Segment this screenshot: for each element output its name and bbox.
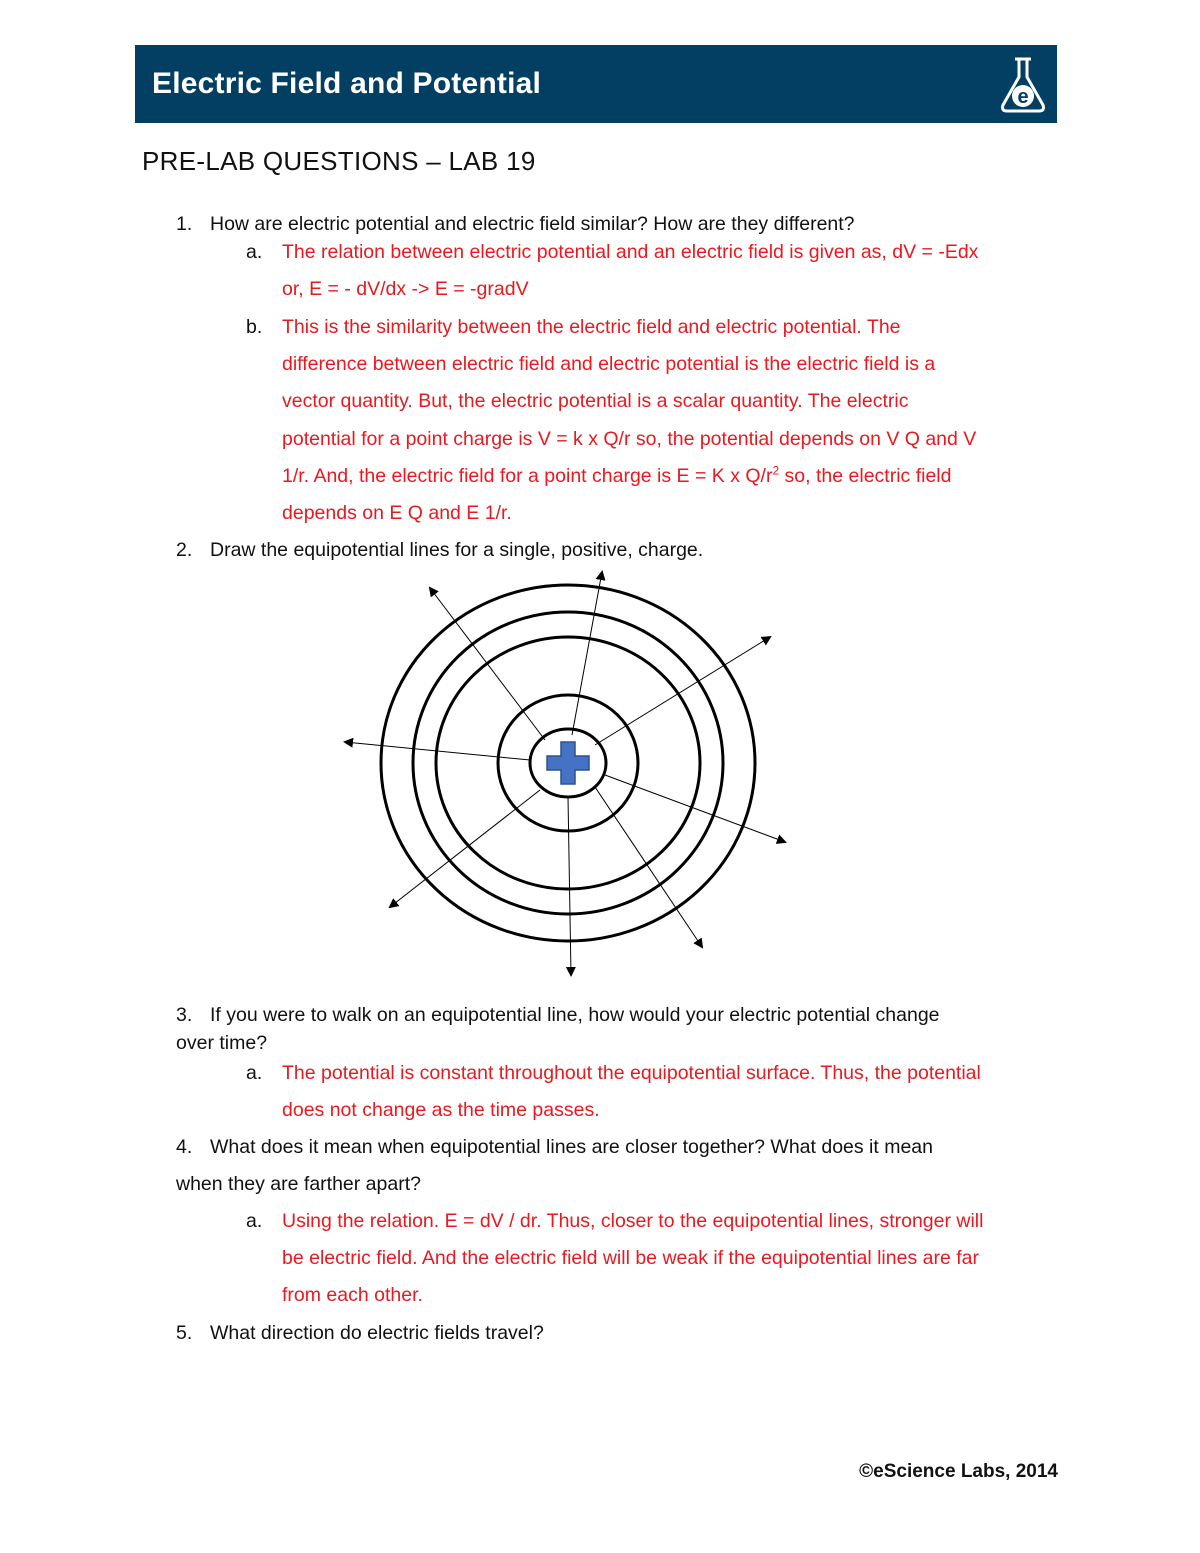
answer-1a-line-1: a. The relation between electric potential and an electric field is given as, dV = -Edx: [246, 241, 979, 263]
copyright-footer: ©eScience Labs, 2014: [859, 1461, 1058, 1482]
answer-3a-line-2: does not change as the time passes.: [282, 1099, 600, 1121]
answer-1b-line-6: depends on E Q and E 1/r.: [282, 502, 512, 524]
answer-1b-line-1: b. This is the similarity between the electric field and electric potential. The: [246, 316, 901, 338]
flask-e-logo-icon: [995, 53, 1051, 115]
question-3-line-1: 3. If you were to walk on an equipotential line, how would your electric potential change: [176, 1004, 940, 1026]
field-line-down-left: [390, 790, 540, 907]
answer-4a-line-3: from each other.: [282, 1284, 423, 1306]
answer-4a-line-1: a. Using the relation. E = dV / dr. Thus, closer to the equipotential lines, stronger will: [246, 1210, 984, 1232]
section-heading: PRE-LAB QUESTIONS – LAB 19: [142, 146, 536, 176]
question-number: 1.: [176, 213, 193, 235]
answer-1b-line-2: difference between electric field and electric potential is the electric field is a: [282, 353, 936, 375]
field-line-up: [572, 572, 602, 735]
question-4-line-1: 4. What does it mean when equipotential lines are closer together? What does it mean: [176, 1136, 933, 1158]
answer-1a-line-2: or, E = - dV/dx -> E = -gradV: [282, 278, 529, 300]
question-3-line-2: over time?: [176, 1032, 268, 1054]
field-line-up-right: [595, 637, 770, 745]
answer-1b-line-4: potential for a point charge is V = k x Q/r so, the potential depends on V Q and V: [282, 428, 977, 450]
question-1: [176, 212, 855, 236]
svg-text:e: e: [1017, 86, 1029, 108]
question-2: 2. Draw the equipotential lines for a single, positive, charge.: [176, 539, 704, 561]
question-4-line-2: when they are farther apart?: [176, 1173, 421, 1195]
field-line-down: [568, 797, 571, 975]
question-5: 5. What direction do electric fields travel?: [176, 1322, 544, 1344]
equipotential-diagram: [330, 560, 790, 990]
answer-1b-line-3: vector quantity. But, the electric potential is a scalar quantity. The electric: [282, 390, 909, 412]
question-text: How are electric potential and electric field similar? How are they different?: [210, 213, 855, 235]
header-banner: [135, 45, 1057, 123]
answer-1b-line-5: 1/r. And, the electric field for a point charge is E = K x $Q/r^2$ so, the electric field: [282, 463, 952, 487]
answer-3a-line-1: a. The potential is constant throughout the equipotential surface. Thus, the potential: [246, 1062, 981, 1084]
field-line-up-left: [430, 588, 545, 740]
field-line-right: [605, 775, 785, 842]
answer-4a-line-2: be electric field. And the electric field will be weak if the equipotential lines are far: [282, 1247, 979, 1269]
plus-charge-icon: [547, 742, 589, 784]
page-title: Electric Field and Potential: [152, 67, 542, 100]
